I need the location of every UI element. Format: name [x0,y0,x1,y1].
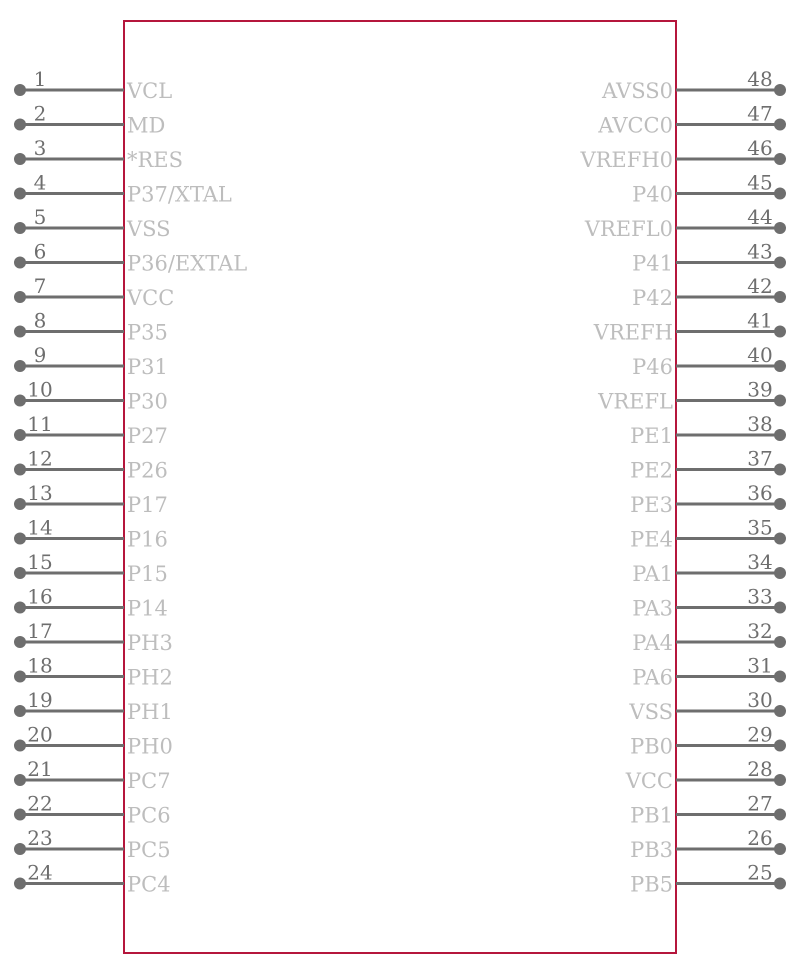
pin-38 [630,412,786,448]
pin-number: 32 [747,619,773,643]
pin-7 [14,274,174,310]
pin-number: 25 [747,860,773,885]
pin-35 [630,516,786,552]
pin-20 [14,723,173,759]
pin-name: P27 [127,424,168,448]
pin-name: PB0 [630,734,673,759]
pin-25 [630,861,786,897]
pin-37 [630,447,786,483]
pin-48 [601,67,786,103]
pin-1 [14,67,172,103]
pin-name: P42 [632,286,673,310]
pin-end-dot [774,671,786,683]
pin-name: VSS [629,700,673,724]
pin-end-dot [774,326,786,338]
pin-number: 9 [33,343,47,367]
pin-name: PA4 [632,631,673,655]
pin-45 [632,171,786,207]
pin-name: PA1 [632,562,673,586]
pin-43 [632,240,786,276]
pin-name: VREFH0 [580,148,673,172]
pin-number: 12 [27,446,53,471]
pin-end-dot [14,188,26,200]
pin-32 [632,619,786,655]
pin-11 [14,412,168,448]
pin-end-dot [14,326,26,338]
pin-44 [584,205,786,241]
pin-number: 5 [33,205,47,229]
pin-end-dot [14,222,26,234]
pin-number: 22 [27,791,53,816]
pin-name: PE3 [630,493,673,517]
pin-5 [14,205,171,241]
pin-name: P30 [127,389,168,414]
pin-end-dot [774,360,786,372]
pin-name: P37/XTAL [127,182,232,207]
left-pin-group [14,67,247,897]
pin-12 [14,447,168,483]
pin-end-dot [14,119,26,131]
pin-number: 43 [747,239,773,264]
pin-name: P16 [127,527,168,552]
pin-name: PE4 [630,527,673,552]
pin-end-dot [14,671,26,683]
pin-end-dot [774,533,786,545]
pin-name: VCC [625,769,673,793]
pin-name: P15 [127,562,168,586]
pin-number: 34 [747,550,773,574]
pin-name: PC5 [127,838,171,862]
pin-27 [630,792,786,828]
pin-number: 1 [33,67,47,91]
pin-number: 13 [27,481,53,505]
pin-name: VCL [127,79,173,103]
pin-number: 7 [33,274,47,298]
pin-name: PA3 [632,596,673,621]
pin-end-dot [774,498,786,510]
pin-end-dot [14,878,26,890]
pin-number: 10 [27,377,53,402]
pin-number: 17 [27,619,53,643]
pin-end-dot [14,602,26,614]
right-pin-group [579,67,786,897]
pin-24 [14,861,171,897]
pin-name: VCC [127,286,175,310]
pin-name: PB5 [630,872,673,897]
pin-end-dot [14,395,26,407]
pin-end-dot [774,705,786,717]
pin-name: PH2 [127,665,173,690]
pin-name: PH1 [127,700,173,724]
pin-end-dot [14,257,26,269]
pin-number: 45 [747,170,773,195]
pin-name: PC7 [127,769,171,793]
pin-number: 16 [27,584,53,609]
pin-number: 14 [27,515,53,540]
pin-end-dot [774,843,786,855]
pin-end-dot [14,809,26,821]
pin-number: 35 [747,515,773,540]
pin-end-dot [14,740,26,752]
pin-number: 24 [27,860,53,885]
pin-name: P35 [127,320,168,345]
pin-end-dot [14,843,26,855]
pin-number: 48 [747,67,773,91]
pin-21 [14,757,171,793]
pin-number: 40 [747,343,773,367]
pin-end-dot [14,705,26,717]
pin-end-dot [774,567,786,579]
pin-name: PA6 [632,665,673,690]
pin-number: 29 [747,722,773,747]
pin-16 [14,585,168,621]
pin-number: 46 [747,136,773,160]
pin-number: 21 [27,757,53,781]
pin-name: PC4 [127,872,171,897]
pin-15 [14,550,168,586]
pin-18 [14,654,173,690]
pin-end-dot [14,498,26,510]
pin-46 [579,136,786,172]
pin-end-dot [14,153,26,165]
pin-name: PH3 [127,631,173,655]
pin-end-dot [774,222,786,234]
pin-number: 18 [27,653,53,678]
pin-name: PE2 [630,458,673,483]
pin-9 [14,343,168,379]
pin-6 [14,240,247,276]
pin-name: VREFL0 [584,217,673,241]
pin-number: 42 [747,274,773,298]
pin-end-dot [774,395,786,407]
pin-name: PB3 [630,838,673,862]
pin-2 [14,102,165,138]
pin-end-dot [774,257,786,269]
pin-26 [630,826,786,862]
pin-number: 27 [747,791,773,816]
pin-number: 31 [747,653,773,678]
pin-end-dot [14,533,26,545]
pin-number: 37 [747,446,773,471]
pin-name: AVCC0 [598,113,673,138]
pin-3 [14,136,183,172]
pin-end-dot [774,636,786,648]
pin-end-dot [774,602,786,614]
pin-end-dot [14,567,26,579]
pin-number: 23 [27,826,53,850]
pin-name: P41 [632,251,673,276]
pin-31 [632,654,786,690]
pin-end-dot [774,84,786,96]
pin-number: 6 [33,239,47,264]
pin-end-dot [14,464,26,476]
pin-name: P40 [632,182,673,207]
pin-end-dot [774,809,786,821]
pin-22 [14,792,171,828]
pin-23 [14,826,171,862]
pin-33 [632,585,786,621]
pin-end-dot [774,429,786,441]
pin-number: 19 [27,688,53,712]
pin-30 [628,688,786,724]
pin-end-dot [14,774,26,786]
pin-number: 44 [747,205,773,229]
pin-name: AVSS0 [601,79,673,103]
pin-28 [625,757,786,793]
pin-end-dot [774,464,786,476]
pin-10 [14,378,168,414]
pin-47 [597,102,786,138]
pin-39 [597,378,786,414]
pin-end-dot [774,740,786,752]
pin-end-dot [14,84,26,96]
pin-end-dot [774,153,786,165]
pin-number: 36 [747,481,773,505]
pin-number: 11 [27,412,53,436]
pin-end-dot [774,188,786,200]
pin-number: 3 [33,136,47,160]
pin-name: P14 [127,596,168,621]
pin-end-dot [774,878,786,890]
pin-number: 41 [747,308,773,333]
pin-end-dot [774,119,786,131]
pin-name: PB1 [630,803,673,828]
pin-number: 8 [33,308,47,333]
pin-4 [14,171,232,207]
pin-36 [630,481,786,517]
pin-name: P46 [632,355,673,379]
pin-end-dot [14,636,26,648]
pin-name: P31 [127,355,168,379]
pin-number: 47 [747,101,773,126]
pin-name: P17 [127,493,168,517]
pin-end-dot [774,774,786,786]
pin-14 [14,516,168,552]
pin-name: MD [127,113,166,138]
pin-number: 39 [747,377,773,402]
pin-40 [632,343,786,379]
pin-number: 20 [27,722,53,747]
pin-number: 28 [747,757,773,781]
pin-name: VSS [127,217,171,241]
pin-name: *RES [127,148,184,172]
pin-number: 15 [27,550,53,574]
pin-29 [630,723,786,759]
pin-34 [632,550,786,586]
pin-name: P26 [127,458,168,483]
pin-41 [593,309,786,345]
pin-end-dot [774,291,786,303]
pin-number: 4 [33,170,47,195]
pin-name: P36/EXTAL [127,251,248,276]
pin-number: 38 [747,412,773,436]
pin-name: PE1 [630,424,673,448]
pin-end-dot [14,429,26,441]
pin-number: 30 [747,688,773,712]
pin-number: 26 [747,826,773,850]
pin-42 [632,274,786,310]
pin-end-dot [14,291,26,303]
pin-number: 33 [747,584,773,609]
pin-end-dot [14,360,26,372]
pin-name: VREFH [593,320,673,345]
pin-13 [14,481,168,517]
pin-name: VREFL [598,389,673,414]
pin-17 [14,619,173,655]
pin-19 [14,688,173,724]
pin-name: PH0 [127,734,173,759]
pin-name: PC6 [127,803,171,828]
pin-8 [14,309,168,345]
pin-number: 2 [33,101,47,126]
